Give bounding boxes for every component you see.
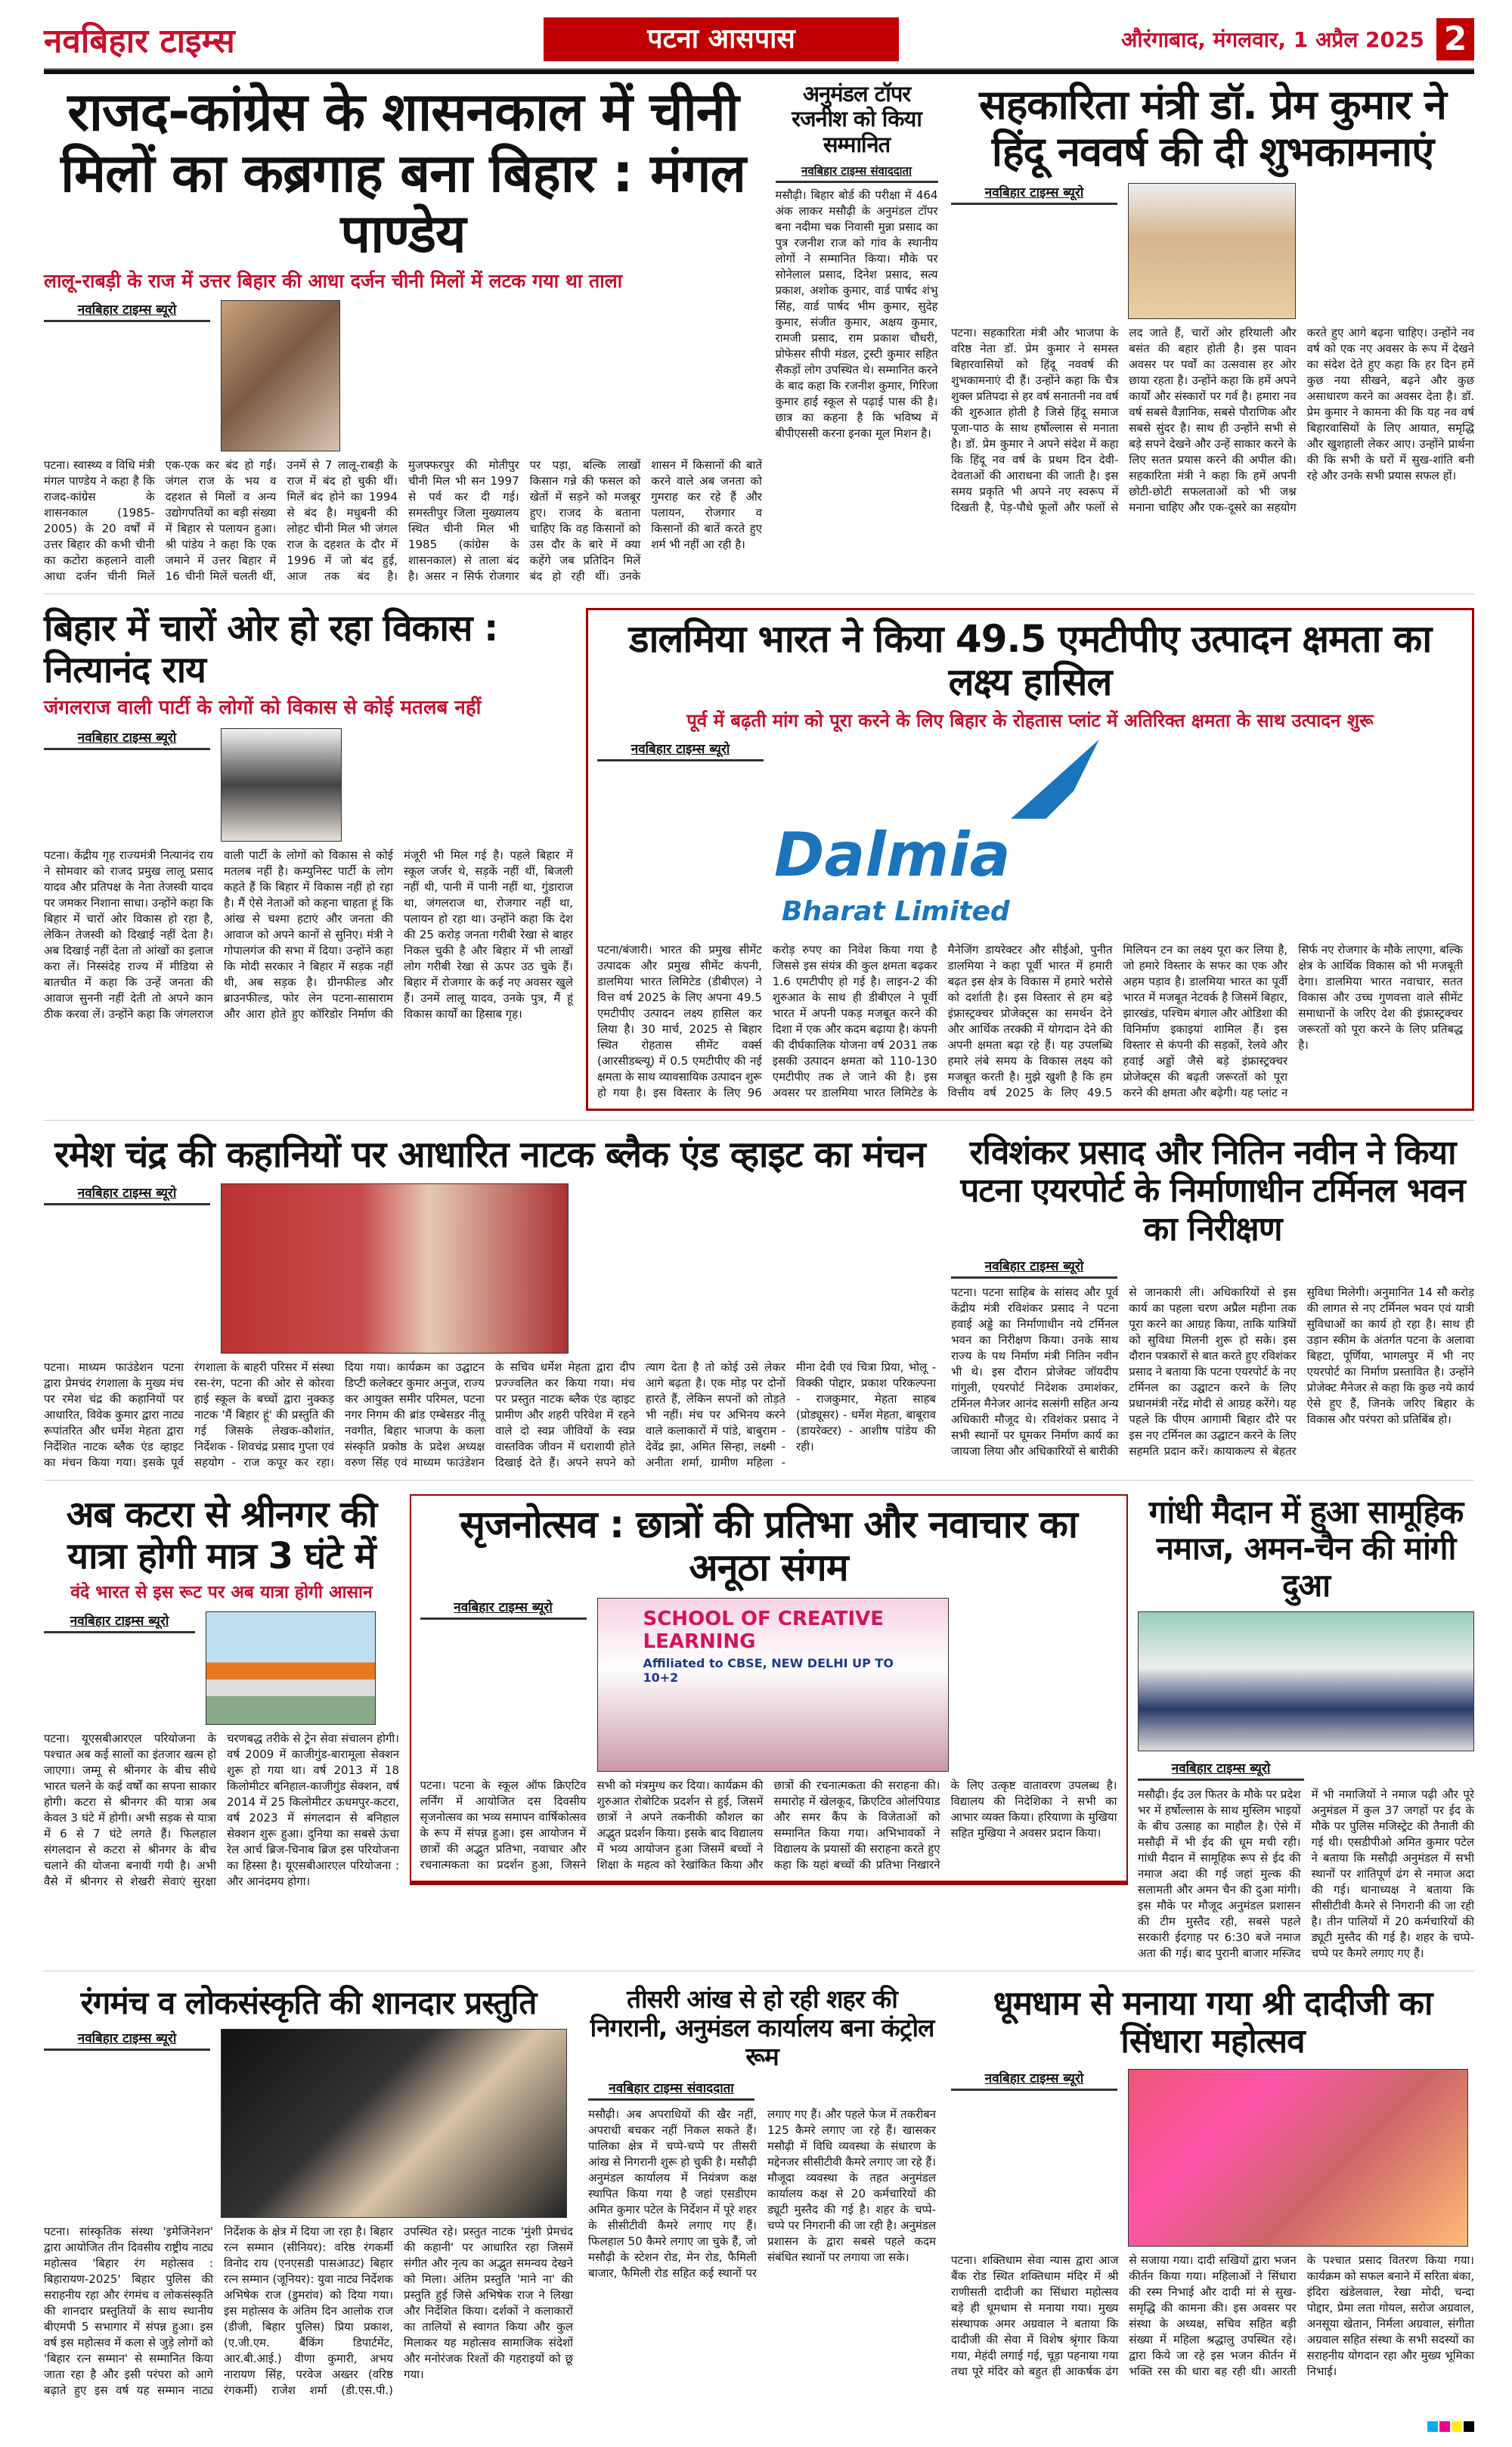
byline: नवबिहार टाइम्स ब्यूरो — [951, 1257, 1117, 1279]
byline: नवबिहार टाइम्स ब्यूरो — [951, 2069, 1117, 2091]
dalmia-swoosh-icon — [1001, 740, 1099, 819]
row-1 — [44, 82, 1474, 594]
headline: सहकारिता मंत्री डॉ. प्रेम कुमार ने हिंदू नववर्ष की दी शुभकामनाएं — [979, 81, 1446, 176]
byline: नवबिहार टाइम्स संवाददाता — [776, 163, 938, 183]
story-nityanand — [44, 608, 573, 1022]
story-body: पटना/बंजारी। भारत की प्रमुख सीमेंट उत्पादक और प्रमुख सीमेंट कंपनी, डालमिया भारत लिमिटेड (डीबीएल) ने वित्त वर्ष 2025 के लिए अपना 49.5 एमटीपीए उत्पादन लक्ष्य हासिल कर लिया है। 30 मार्च, 2025 से बिहार स्थित रोहतास सीमेंट वर्क्स (आरसीडब्ल्यू) में 0.5 एमटीपीए की नई क्षमता के साथ व्यावसायिक उत्पादन शुरू हो गया है। इस विस्तार के लिए 96 करोड़ रुपए का निवेश किया गया है जिससे इस संयंत्र की कुल क्षमता बढ़कर 1.6 एमटीपीए हो गई है। लाइन-2 की शुरुआत के साथ ही डीबीएल ने पूर्वी भारत में अपनी पकड़ मजबूत करने की दिशा में एक और कदम बढ़ाया है। कंपनी की दीर्घकालिक योजना वर्ष 2031 तक इसकी उत्पादन क्षमता को 110-130 एमटीपीए तक ले जाने की है। इस अवसर पर डालमिया भारत लिमिटेड के मैनेजिंग डायरेक्टर और सीईओ, पुनीत डालमिया ने कहा पूर्वी भारत में हमारी बढ़त इस क्षेत्र के विकास में हमारे भरोसे को दर्शाती है। इस विस्तार से हम बड़े इंफ्रास्ट्रक्चर प्रोजेक्ट्स का समर्थन देने और आर्थिक तरक्की में योगदान देने की अपनी क्षमता बढ़ा रहे हैं। यह उपलब्धि हमारे लंबे समय के विकास लक्ष्य को मजबूत करती है। मुझे खुशी है कि हम वित्तीय वर्ष 2025 के लिए 49.5 मिलियन टन का लक्ष्य पूरा कर लिया है, जो हमारे विस्तार के सफर का एक और अहम पड़ाव है। डालमिया भारत का पूर्वी भारत में मजबूत नेटवर्क है जिसमें बिहार, झारखंड, पश्चिम बंगाल और ओडिशा की विनिर्माण इकाइयां शामिल हैं। इस विस्तार से कंपनी की सड़कों, रेलवे और हवाई अड्डों जैसे बड़े इंफ्रास्ट्रक्चर प्रोजेक्ट्स की बढ़ती जरूरतों को पूरा करने की क्षमता और बढ़ेगी। यह प्लांट न सिर्फ नए रोजगार के मौके लाएगा, बल्कि क्षेत्र के आर्थिक विकास को भी मजबूती देगा। डालमिया भारत नवाचार, सतत विकास और उच्च गुणवत्ता वाले सीमेंट समाधानों के जरिए देश की इंफ्रास्ट्रक्चर जरूरतों को पूरा करने के लिए प्रतिबद्ध है। — [597, 942, 1463, 1099]
photo-prem-kumar — [1128, 183, 1296, 319]
story-meta — [44, 1611, 399, 1725]
story-body: पटना। सांस्कृतिक संस्था 'इमेजिनेशन' द्वारा आयोजित तीन दिवसीय राष्ट्रीय नाट्य महोत्सव 'बिहार रंग महोत्सव : बिहारायण-2025' बिहार पुलिस की सराहनीय रहा और रंगमंच व लोकसंस्कृति की शानदार प्रस्तुतियों के साथ स्थानीय बीएमपी 5 सभागार में संपन्न हुआ। इस वर्ष इस महोत्सव में कला से जुड़े लोगों को 'बिहार रत्न सम्मान' से सम्मानित किया जाता रहा है और इसी परंपरा को आगे बढ़ाते हुए इस वर्ष यह सम्मान नाट्य निर्देशक के क्षेत्र में दिया जा रहा है। बिहार रत्न सम्मान (सीनियर): वरिष्ठ रंगकर्मी विनोद राय (एनएसडी पासआउट) बिहार रत्न सम्मान (जूनियर): युवा नाट्य निर्देशक अभिषेक राज (डुमरांव) को दिया गया। इस महोत्सव के अंतिम दिन आलोक राज (डीजी, बिहार पुलिस) प्रिया प्रकाश, (ए.जी.एम. बैंकिंग डिपार्टमेंट, आर.बी.आई.) वीणा कुमारी, अभय नारायण सिंह, परवेज अख्तर (वरिष्ठ रंगकर्मी) राजेश शर्मा (डी.एस.पी.) उपस्थित रहे। प्रस्तुत नाटक 'मुंशी प्रेमचंद की कहानी' पर आधारित रहा जिसमें संगीत और नृत्य का अद्भुत समन्वय देखने को मिला। अंतिम प्रस्तुति 'माने ना' की प्रस्तुति हुई जिसे अभिषेक राज ने लिखा और निर्देशित किया। दर्शकों ने कलाकारों का तालियों से स्वागत किया और कुल मिलाकर यह महोत्सव सामाजिक संदेशों और मनोरंजक रिश्तों की गहराइयों को छू गया। — [44, 2225, 573, 2398]
story-cctv — [588, 1985, 936, 2281]
story-meta — [44, 2029, 573, 2218]
headline: रविशंकर प्रसाद और नितिन नवीन ने किया पटना एयरपोर्ट के निर्माणाधीन टर्मिनल भवन का निरीक्षण — [960, 1133, 1465, 1248]
byline: नवबिहार टाइम्स ब्यूरो — [44, 2029, 210, 2051]
byline: नवबिहार टाइम्स ब्यूरो — [597, 740, 764, 761]
story-body: पटना। सहकारिता मंत्री और भाजपा के वरिष्ठ नेता डॉ. प्रेम कुमार ने समस्त बिहारवासियों को हिंदू नववर्ष की शुभकामनाएं दी हैं। उन्होंने कहा कि चैत्र शुक्ल प्रतिपदा से हर वर्ष सनातनी नव वर्ष की शुरुआत होती है जिसे हिंदू समाज पूजा-पाठ के साथ हर्षोल्लास से मनाता है। डॉ. प्रेम कुमार ने अपने संदेश में कहा कि हिंदू नव वर्ष के प्रथम दिन देवी-देवताओं की आराधना की जाती है। इस समय प्रकृति भी अपने नए स्वरूप में दिखती है, पेड़-पौधे फूलों और फलों से लद जाते हैं, चारों ओर हरियाली और बसंत की बहार होती है। इस पावन अवसर पर पर्वों का उत्सवास हर ओर छाया रहता है। उन्होंने कहा कि हमें अपने कार्यों और संस्कारों पर गर्व है। हमारा नव वर्ष सबसे वैज्ञानिक, सबसे पौराणिक और सबसे सुंदर है। साथ ही उन्होंने सभी से बड़े सपने देखने और उन्हें साकार करने के लिए सतत प्रयास करने की अपील की। सहकारिता मंत्री ने कहा कि हमें अपनी छोटी-छोटी सफलताओं को भी जश्न मनाना चाहिए और एक-दूसरे का सहयोग करते हुए आगे बढ़ना चाहिए। उन्होंने नव वर्ष को एक नए अवसर के रूप में देखने का संदेश देते हुए कहा कि हर दिन हमें कुछ नया सीखने, बढ़ने और कुछ असाधारण करने का अवसर देता है। डॉ. प्रेम कुमार ने कामना की कि यह नव वर्ष बिहारवासियों के लिए आयात, समृद्धि और खुशहाली लेकर आए। उन्होंने प्रार्थना की कि सभी के घरों में सुख-शांति बनी रहे और उनके सभी प्रयास सफल हों। — [951, 326, 1474, 515]
subheadline: जंगलराज वाली पार्टी के लोगों को विकास से कोई मतलब नहीं — [44, 696, 482, 720]
headline: अब कटरा से श्रीनगर की यात्रा होगी मात्र 3 घंटे में — [66, 1493, 377, 1578]
story-body: मसौढ़ी। अब अपराधियों की खैर नहीं, अपराधी बचकर नहीं निकल सकते हैं। पालिका क्षेत्र में चप्पे-चप्पे पर तीसरी आंख से निगरानी शुरू हो चुकी है। मसौढ़ी अनुमंडल कार्यालय में नियंत्रण कक्ष स्थापित किया गया है जहां एसडीएम अमित कुमार पटेल के निर्देशन में पूरे शहर के सीसीटीवी कैमरे लगाए गए हैं। फिलहाल 50 कैमरे लगाए जा चुके हैं, जो मसौढ़ी के स्टेशन रोड, मेन रोड, फैमिली बाजार, फैमिली रोड सहित कई स्थानों पर लगाए गए हैं। और पहले फेज में तकरीबन 125 कैमरे लगाए जा रहे हैं। खासकर मसौढ़ी में विधि व्यवस्था के संधारण के मद्देनजर सीसीटीवी कैमरे लगाए जा रहे हैं। मौजूदा व्यवस्था के तहत अनुमंडल कार्यालय कक्ष से 20 कर्मचारियों की ड्यूटी मुस्तैद की गई है। शहर के चप्पे-चप्पे पर निगरानी की जा रही है। अनुमंडल प्रशासन के द्वारा सबसे पहले कदम संबंधित स्थानों पर लगाया जा सके। — [588, 2107, 936, 2280]
byline: नवबिहार टाइम्स ब्यूरो — [1138, 1759, 1304, 1781]
story-body: मसौढ़ी। बिहार बोर्ड की परीक्षा में 464 अंक लाकर मसौढ़ी के अनुमंडल टॉपर बना नदीमा चक निवासी मुन्ना प्रसाद का पुत्र रजनीश राज को गांव के स्थानीय लोगों ने सम्मानित किया। मौके पर सोनेलाल प्रसाद, दिनेश प्रसाद, सत्य प्रकाश, अशोक कुमार, वार्ड पार्षद शंभु सिंह, वार्ड पार्षद भीम कुमार, सुदेह कुमार, संजीत कुमार, अक्षय कुमार, रामजी प्रसाद, राम प्रकाश चौधरी, प्रोफेसर सीपी मंडल, ट्रस्टी कुमार सहित सैकड़ों लोग उपस्थित थे। सम्मानित करने के बाद कहा कि रजनीश कुमार, गिरिजा कुमार हाई स्कूल से पढ़ाई पास की है। छात्र का कहना है कि भविष्य में बीपीएससी करना इनका मूल मिशन है। — [775, 188, 938, 441]
black-swatch — [1464, 2421, 1474, 2432]
story-meta — [588, 2079, 936, 2101]
story-body: पटना। स्वास्थ्य व विधि मंत्री मंगल पाण्डेय ने कहा है कि राजद-कांग्रेस के शासनकाल (1985-2005) के 20 वर्षों में उत्तर बिहार की कभी चीनी का कटोरा कहलाने वाली आधा दर्जन चीनी मिलें एक-एक कर बंद हो गईं। जंगल राज के भय व दहशत से मिलों व अन्य उद्योगपतियों का बड़ी संख्या में बिहार से पलायन हुआ। श्री पांडेय ने कहा कि एक जमाने में उत्तर बिहार में 16 चीनी मिलें चलती थीं, उनमें से 7 लालू-राबड़ी के राज में बंद हो चुकी थीं। मिलें बंद होने का 1994 से बंद है। मधुबनी की लोहट चीनी मिल भी जंगल राज के दहशत के दौर में 1996 में जो बंद हुई, आज तक बंद है। मुजफ्फरपुर की मोतीपुर चीनी मिल भी सन 1997 से पर्व कर दी गई। समस्तीपुर जिला मुख्यालय स्थित चीनी मिल भी 1985 (कांग्रेस के शासनकाल) से ताला बंद है। असर न सिर्फ रोजगार पर पड़ा, बल्कि लाखों किसान गन्ने की फसल को खेतों में सड़ने को मजबूर हुए। राजद के बताना चाहिए कि वह किसानों को उस दौर के बारे में क्या कहेंगे जब प्रतिदिन मिलें बंद हो रही थीं। उनके शासन में किसानों की बातें करने वाले अब जनता को गुमराह कर रहे हैं और पलायन, रोजगार व किसानों की बातें करते हुए शर्म भी नहीं आ रही है। — [44, 457, 762, 583]
dateline: औरंगाबाद, मंगलवार, 1 अप्रैल 2025 — [1121, 27, 1424, 52]
photo-sindhara-mahotsav — [1128, 2069, 1468, 2247]
story-meta — [420, 1598, 1117, 1772]
byline: नवबिहार टाइम्स ब्यूरो — [44, 300, 210, 322]
headline: अनुमंडल टॉपर रजनीश को किया सम्मानित — [792, 81, 922, 157]
story-body: पटना। केंद्रीय गृह राज्यमंत्री नित्यानंद राय ने सोमवार को राजद प्रमुख लालू प्रसाद यादव और प्रतिपक्ष के नेता तेजस्वी यादव पर जमकर निशाना साधा। उन्होंने कहा कि बिहार में चारों ओर विकास हो रहा है, लेकिन तेजस्वी को दिखाई नहीं देता है। अब दिखाई नहीं देता तो आंखों का इलाज करा लें। निस्संदेह राज्य में मीडिया से बातचीत में कहा कि उन्हें जनता की आवाज सुननी नहीं देती तो अपने कान ठीक करवा लें। उन्होंने कहा कि जंगलराज वाली पार्टी के लोगों को विकास से कोई मतलब नहीं है। कम्युनिस्ट पार्टी के लोग कहते हैं कि बिहार में विकास नहीं हो रहा है। मैं ऐसे नेताओं को कहना चाहता हूं कि आंख से चश्मा हटाएं और जनता की आवाज को अपने कानों से सुनिए। मंत्री ने गोपालगंज की सभा में दिया। उन्होंने कहा कि मोदी सरकार ने बिहार में सड़क नहीं थी, अब सड़क है। ग्रीनफील्ड और ब्राउनफील्ड, फोर लेन पटना-सासाराम और आरा होते हुए कॉरिडोर निर्माण की मंजूरी भी मिल गई है। पहले बिहार में स्कूल जर्जर थे, सड़कें नहीं थीं, बिजली नहीं थी, पानी में पानी नहीं था, गुंडाराज था, जंगलराज था, रोजगार नहीं था, पलायन हो रहा था। उन्होंने कहा कि देश की 25 करोड़ जनता गरीबी रेखा से बाहर निकल चुकी है और बिहार में भी लाखों लोग गरीबी रेखा से ऊपर उठ चुके हैं। बिहार में रोजगार के कई नए अवसर खुले हैं। उनमें लालू यादव, उनके पुत्र, मैं हूं विकास कार्यों का हिसाब गृह। — [44, 848, 573, 1021]
headline: धूमधाम से मनाया गया श्री दादीजी का सिंधारा महोत्सव — [993, 1983, 1433, 2061]
story-prem-kumar — [951, 82, 1474, 516]
magenta-swatch — [1439, 2421, 1450, 2432]
photo-mangal-pandey — [221, 300, 340, 451]
headline: बिहार में चारों ओर हो रहा विकास : नित्यानंद राय — [44, 606, 498, 691]
photo-vande-bharat — [206, 1611, 376, 1725]
story-meta — [44, 300, 762, 451]
story-body: पटना। माध्यम फाउंडेशन पटना द्वारा प्रेमचंद रंगशाला के मुख्य मंच पर रमेश चंद्र की कहानियों पर आधारित, विवेक कुमार द्वारा नाट्य रूपांतरित और धर्मेश मेहता द्वारा निर्देशित नाटक ब्लैक एंड व्हाइट का मंचन किया गया। इसके पूर्व रंगशाला के बाहरी परिसर में संस्था रस-रंग, पटना की ओर से कोरवा हाई स्कूल के बच्चों द्वारा नुक्कड़ नाटक 'मैं बिहार हूं' की प्रस्तुति की गई जिसके लेखक-कौशांत, निर्देशक - शिवचंद्र प्रसाद गुप्ता एवं सहयोग - राज कपूर कर रहा। दिया गया। कार्यक्रम का उद्घाटन डिप्टी कलेक्टर कुमार अनुज, राज्य कर आयुक्त समीर परिमल, पटना नगर निगम की ब्रांड एम्बेसडर नीतू नवगीत, बिहार भाजपा के कला संस्कृति प्रकोष्ठ के प्रदेश अध्यक्ष वरुण सिंह एवं माध्यम फाउंडेशन के सचिव धर्मेश मेहता द्वारा दीप प्रज्ज्वलित कर किया गया। मंच पर प्रस्तुत नाटक ब्लैक एंड व्हाइट प्रामीण और शहरी परिवेश में रहने वाले दो स्वप्न जीवियों के स्वप्न वास्तविक जीवन में धराशायी होते दिखाई देते हैं। अपने सपने को त्याग देता है तो कोई उसे लेकर आगे बढ़ता है। एक मोड़ पर दोनों हारते हैं, लेकिन सपनों को तोड़ते भी नहीं। मंच पर अभिनय करने वाले कलाकारों में पांडे, बाबुराम - देवेंद्र झा, अमित सिन्हा, लक्ष्मी - अनीता शर्मा, ग्रामीण महिला - मीना देवी एवं चित्रा प्रिया, भोलू - विक्की पोद्दार, प्रकाश परिकल्पना - राजकुमार, मेहता साहब (प्रोड्यूसर) - धर्मेश मेहता, बाबूराव (डायरेक्टर) - आशीष पांडेय की रही। — [44, 1360, 936, 1469]
story-meta — [44, 1183, 936, 1354]
section-title: पटना आसपास — [544, 17, 899, 61]
story-body: पटना। यूएसबीआरएल परियोजना के पश्चात अब कई सालों का इंतजार खत्म हो जाएगा। जम्मू से श्रीनगर के बीच सीधे भारत चलने के कई वर्षों का सपना साकार होगी। कटरा से श्रीनगर की यात्रा अब केवल 3 घंटे में होगी। अभी सड़क से यात्रा में 6 से 7 घंटे लगते हैं। फिलहाल संगलदान से कटरा से श्रीनगर के बीच चलाने की योजना बनायी गयी है। अभी वैसे में श्रीनगर से शेखरी सेवाएं सुरक्षा चरणबद्ध तरीके से ट्रेन सेवा संचालन होगी। वर्ष 2009 में काजीगुंड-बारामूला सेक्शन शुरू हो गया था। वर्ष 2013 में 18 किलोमीटर बनिहाल-काजीगुंड सेक्शन, वर्ष 2014 में 25 किलोमीटर ऊधमपुर-कटरा, वर्ष 2023 में संगलदान से बनिहाल सेक्शन शुरू हुआ। दुनिया का सबसे ऊंचा रेल आर्च ब्रिज-चिनाब ब्रिज इस परियोजना का हिस्सा है। यूएसबीआरएल परियोजना : और आनंदमय होगा। — [44, 1732, 399, 1889]
story-meta — [951, 1257, 1474, 1279]
story-eid — [1138, 1494, 1474, 1962]
story-sugar-mills — [44, 82, 762, 585]
row-3 — [44, 1134, 1474, 1481]
story-srijanotsav — [410, 1494, 1128, 1885]
subheadline: पूर्व में बढ़ती मांग को पूरा करने के लिए बिहार के रोहतास प्लांट में अतिरिक्त क्षमता के साथ उत्पादन शुरू — [686, 709, 1374, 731]
story-meta — [597, 740, 1463, 936]
yellow-swatch — [1452, 2421, 1462, 2432]
story-dalmia — [586, 608, 1474, 1111]
headline: तीसरी आंख से हो रही शहर की निगरानी, अनुमंडल कार्यालय बना कंट्रोल रूम — [590, 1983, 934, 2071]
photo-school-event — [597, 1598, 949, 1772]
story-body: पटना। पटना के स्कूल ऑफ क्रिएटिव लर्निंग में आयोजित दस दिवसीय सृजनोत्सव का भव्य समापन वार्षिकोत्सव के रूप में संपन्न हुआ। इस आयोजन में छात्रों की अद्भुत प्रतिभा, नवाचार और रचनात्मकता का प्रदर्शन हुआ, जिसने सभी को मंत्रमुग्ध कर दिया। कार्यक्रम की शुरुआत रोबोटिक प्रदर्शन से हुई, जिसमें छात्रों ने अपने तकनीकी कौशल का अद्भुत प्रदर्शन किया। इसके बाद विद्यालय में भव्य आयोजन हुआ जिसमें बच्चों ने शिक्षा के महत्व को रेखांकित किया और छात्रों की रचनात्मकता की सराहना की। समारोह में खेलकूद, क्रिएटिव ओलंपियाड और समर कैंप के विजेताओं को सम्मानित किया गया। अभिभावकों ने विद्यालय के प्रयासों की सराहना करते हुए कहा कि यहां बच्चों की प्रतिभा निखारने के लिए उत्कृष्ट वातावरण उपलब्ध है। विद्यालय की निदेशिका ने सभी का आभार व्यक्त किया। हरियाणा के मुखिया सहित मुखिया ने अवसर प्रदान किया। — [420, 1778, 1117, 1872]
photo-eid-namaz — [1138, 1611, 1474, 1751]
subheadline: लालू-राबड़ी के राज में उत्तर बिहार की आधा दर्जन चीनी मिलों में लटक गया था ताला — [44, 269, 623, 292]
photo-rangmanch-award — [221, 2029, 567, 2218]
story-meta — [951, 183, 1474, 319]
banner-title: SCHOOL OF CREATIVE LEARNING — [643, 1607, 885, 1653]
headline: रंगमंच व लोकसंस्कृति की शानदार प्रस्तुति — [80, 1983, 537, 2021]
logo-wordmark: Dalmia — [774, 819, 1011, 890]
byline: नवबिहार टाइम्स ब्यूरो — [44, 1183, 210, 1205]
story-dadiji — [951, 1985, 1474, 2380]
byline: नवबिहार टाइम्स ब्यूरो — [44, 728, 210, 750]
masthead-brand: नवबिहार टाइम्स — [44, 22, 235, 60]
cyan-swatch — [1427, 2421, 1438, 2432]
headline: डालमिया भारत ने किया 49.5 एमटीपीए उत्पादन क्षमता का लक्ष्य हासिल — [628, 616, 1432, 705]
story-body: पटना। शक्तिधाम सेवा न्यास द्वारा आज बैंक रोड स्थित शक्तिधाम मंदिर में श्री राणीसती दादीजी का सिंधारा महोत्सव बड़े ही धूमधाम से मनाया गया। मुख्य संस्थापक अमर अग्रवाल ने बताया कि दादीजी की सेवा में विशेष श्रृंगार किया गया, मेहंदी लगाई गई, चूड़ा पहनाया गया तथा पूरे मंदिर को बहुत ही आकर्षक ढंग से सजाया गया। दादी सखियों द्वारा भजन कीर्तन किया गया। महिलाओं ने सिंधारा की रस्म निभाई और दादी मां से सुख-समृद्धि की कामना की। इस अवसर पर संस्था के अध्यक्ष, सचिव सहित बड़ी संख्या में महिला श्रद्धालु उपस्थित रहे। द्वारा किये जा रहे इस भजन कीर्तन में भक्ति रस की धारा बह रही थी। आरती के पश्चात प्रसाद वितरण किया गया। कार्यक्रम को सफल बनाने में सरिता बंका, इंदिरा खंडेलवाल, रेखा मोदी, चन्दा पोद्दार, प्रेमा लता गोयल, सरोज अग्रवाल, अनसूया खेतान, निर्मला अग्रवाल, संगीता अग्रवाल सहित संस्था के सभी सदस्यों का सराहनीय योगदान रहा और मुख्य भूमिका निभाई। — [951, 2253, 1474, 2379]
byline: नवबिहार टाइम्स ब्यूरो — [44, 1611, 195, 1633]
story-airport — [951, 1134, 1474, 1459]
story-katra — [44, 1494, 399, 1890]
photo-natak-launch — [221, 1183, 569, 1354]
story-topper — [776, 82, 938, 442]
row-4 — [44, 1494, 1474, 1971]
dalmia-logo — [774, 740, 1114, 936]
byline: नवबिहार टाइम्स ब्यूरो — [420, 1598, 587, 1620]
headline: सृजनोत्सव : छात्रों की प्रतिभा और नवाचार का अनूठा संगम — [460, 1502, 1077, 1590]
byline: नवबिहार टाइम्स ब्यूरो — [951, 183, 1117, 205]
story-natak — [44, 1134, 936, 1471]
page-number: 2 — [1436, 18, 1474, 60]
photo-nityanand-rai — [221, 728, 342, 842]
story-body: पटना। पटना साहिब के सांसद और पूर्व केंद्रीय मंत्री रविशंकर प्रसाद ने पटना हवाई अड्डे का निर्माणाधीन नये टर्मिनल भवन का निरीक्षण किया। उनके साथ राज्य के पथ निर्माण मंत्री नितिन नवीन भी थे। इस दौरान प्रोजेक्ट जॉयदीप गांगुली, एयरपोर्ट निदेशक उमाशंकर, टर्मिनल मैनेजर आनंद सत्संगी सहित अन्य अधिकारी मौजूद थे। रविशंकर प्रसाद ने सभी स्थानों पर घूमकर निर्माण कार्य का जायजा लिया और अधिकारियों से बारीकी से जानकारी ली। अधिकारियों से इस कार्य का पहला चरण अप्रैल महीना तक पूरा करने का आग्रह किया, ताकि यात्रियों को सुविधा मिलनी शुरू हो सके। इस दौरान पत्रकारों से बात करते हुए रविशंकर प्रसाद ने बताया कि पटना एयरपोर्ट के नए टर्मिनल का उद्घाटन करने के लिए प्रधानमंत्री नरेंद्र मोदी से आग्रह करेंगे। यह पहले कि पीएम आगामी बिहार दौरे पर इस नए टर्मिनल का उद्घाटन करने के लिए सहमति प्रदान करें। कायाकल्प से बेहतर सुविधा मिलेगी। अनुमानित 14 सौ करोड़ की लागत से नए टर्मिनल भवन एवं यात्री सुविधाओं का कार्य हो रहा है। साथ ही उड़ान स्कीम के अंतर्गत पटना के अलावा बिहटा, पूर्णिया, भागलपुर में भी नए एयरपोर्ट का निर्माण प्रस्तावित है। उन्होंने प्रोजेक्ट मैनेजर से कहा कि कुछ नये कार्य ऐसे हुए हैं, जिनके जरिए बिहार के विकास और परंपरा को प्रतिबिंब हो। — [951, 1285, 1474, 1458]
masthead — [44, 17, 1474, 62]
logo-subtext: Bharat Limited — [782, 895, 1010, 927]
story-body: मसौढ़ी। ईद उल फितर के मौके पर प्रदेश भर में हर्षोल्लास के साथ मुस्लिम भाइयों के बीच उत्साह का माहौल है। ऐसे में मसौढ़ी में भी ईद की धूम मची रही। गांधी मैदान में सामूहिक रूप से ईद की नमाज अदा की गई जहां मुल्क की सलामती और अमन चैन की दुआ मांगी। इस मौके पर मौजूद अनुमंडल प्रशासन की टीम मुस्तैद रही, सबसे पहले सरकारी ईदगाह पर 6:30 बजे नमाज अता की गई। बाद पुरानी बाजार मस्जिद में भी नमाजियों ने नमाज पढ़ी और पूरे अनुमंडल में कुल 37 जगहों पर ईद के मौके पर पुलिस मजिस्ट्रेट की तैनाती की गई थी। एसडीपीओ अमित कुमार पटेल ने बताया कि मसौढ़ी अनुमंडल में सभी स्थानों पर शांतिपूर्ण ढंग से नमाज अदा की गई। थानाध्यक्ष ने बताया कि सीसीटीवी कैमरे से निगरानी की जा रही है। तीन पालियों में 20 कर्मचारियों की ड्यूटी मुस्तैद की गई है। शहर के चप्पे-चप्पे पर कैमरे लगाए गए हैं। — [1138, 1787, 1474, 1960]
headline: गांधी मैदान में हुआ सामूहिक नमाज, अमन-चैन की मांगी दुआ — [1148, 1493, 1464, 1604]
masthead-right — [945, 18, 1474, 60]
banner-subtitle: Affiliated to CBSE, NEW DELHI UP TO 10+2 — [643, 1655, 894, 1685]
subheadline: वंदे भारत से इस रूट पर अब यात्रा होगी आसान — [70, 1583, 373, 1603]
row-2 — [44, 608, 1474, 1121]
headline: राजद-कांग्रेस के शासनकाल में चीनी मिलों का कब्रगाह बना बिहार : मंगल पाण्डेय — [60, 81, 745, 265]
story-meta — [44, 728, 573, 842]
story-meta — [951, 2069, 1474, 2247]
header-rule — [44, 68, 1474, 74]
story-meta — [1138, 1759, 1474, 1781]
byline: नवबिहार टाइम्स संवाददाता — [588, 2079, 754, 2101]
headline: रमेश चंद्र की कहानियों पर आधारित नाटक ब्लैक एंड व्हाइट का मंचन — [54, 1133, 925, 1176]
cmyk-registration-marks — [44, 2421, 1474, 2432]
story-rangmanch — [44, 1985, 573, 2399]
row-5 — [44, 1985, 1474, 2408]
